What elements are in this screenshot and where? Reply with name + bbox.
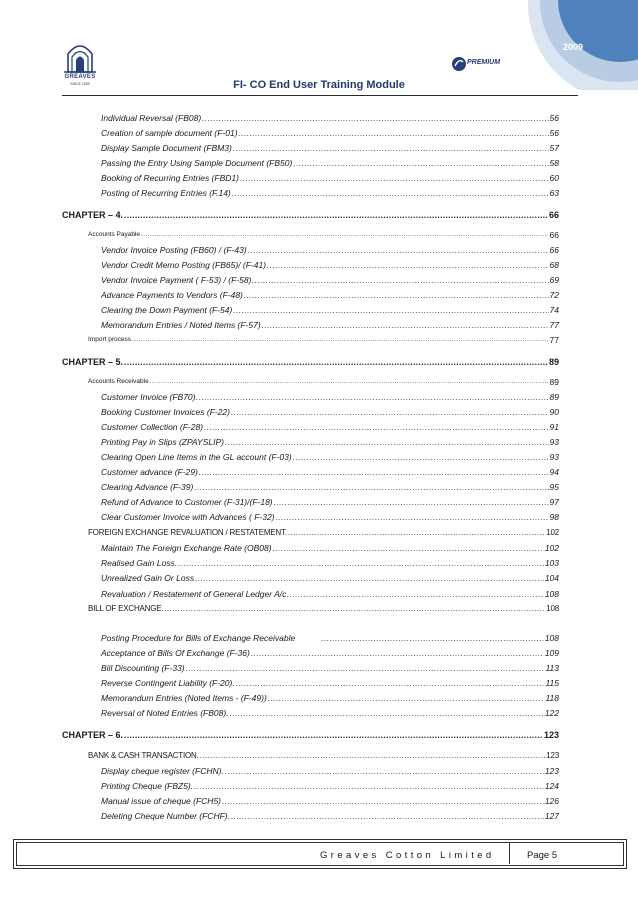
toc-entry[interactable] xyxy=(101,570,559,584)
toc-leader xyxy=(124,729,543,741)
toc-leader xyxy=(200,750,546,762)
toc-leader xyxy=(195,572,544,584)
toc-entry-title: Reverse Contingent Liability (F-20). xyxy=(101,678,235,688)
header-year: 2009 xyxy=(563,42,584,52)
toc-page-number: 118 xyxy=(545,693,559,703)
toc-page-number: 77 xyxy=(549,320,559,330)
toc-leader xyxy=(251,647,544,659)
toc-section-title: BILL OF EXCHANGE. xyxy=(88,604,164,613)
toc-leader xyxy=(199,466,549,478)
toc-section-title: Accounts Payable xyxy=(88,231,141,238)
toc-page-number: 91 xyxy=(549,422,559,432)
toc-leader xyxy=(232,187,549,199)
toc-leader xyxy=(132,334,549,346)
toc-entry-title: Booking of Recurring Entries (FBD1) xyxy=(101,173,239,183)
toc-entry[interactable] xyxy=(101,540,559,554)
toc-section[interactable] xyxy=(88,374,559,388)
toc-entry-title: Revaluation / Restatement of General Ledger A/c. xyxy=(101,589,289,599)
toc-entry[interactable] xyxy=(101,257,559,271)
toc-section-title: FOREIGN EXCHANGE REVALUATION / RESTATEMENT. xyxy=(88,528,287,537)
toc-chapter[interactable] xyxy=(62,354,559,368)
toc-page-number: 94 xyxy=(549,467,559,477)
toc-entry[interactable] xyxy=(101,125,559,139)
toc-entry[interactable] xyxy=(101,242,559,256)
toc-chapter[interactable] xyxy=(62,727,559,741)
toc-entry-title: Bill Discounting (F-33) xyxy=(101,663,185,673)
toc-page-number: 109 xyxy=(544,648,559,658)
toc-leader xyxy=(230,707,544,719)
toc-page-number: 113 xyxy=(545,663,559,673)
toc-leader xyxy=(202,112,548,124)
toc-page-number: 123 xyxy=(543,730,559,740)
toc-page-number: 60 xyxy=(549,173,559,183)
toc-page-number: 123 xyxy=(546,751,559,760)
toc-page-number: 95 xyxy=(549,482,559,492)
toc-entry-title: Vendor Invoice Payment ( F-53) / (F-58). xyxy=(101,275,254,285)
footer-page-number: Page 5 xyxy=(527,850,558,861)
toc-entry[interactable] xyxy=(101,155,559,169)
toc-leader xyxy=(204,421,549,433)
toc-page-number: 108 xyxy=(546,604,559,613)
greaves-logo-since: SINCE 1859 xyxy=(70,82,90,86)
toc-entry[interactable] xyxy=(101,586,559,600)
toc-chapter-title: CHAPTER – 6. xyxy=(62,730,124,740)
toc-entry-title: Manual issue of cheque (FCH5) xyxy=(101,796,222,806)
toc-entry[interactable] xyxy=(101,763,559,777)
toc-page-number: 124 xyxy=(544,781,559,791)
toc-entry-title: Printing Cheque (FBZ5). xyxy=(101,781,194,791)
toc-page-number: 122 xyxy=(544,708,559,718)
toc-page-number: 63 xyxy=(549,188,559,198)
toc-page-number: 57 xyxy=(549,143,559,153)
toc-entry[interactable] xyxy=(101,302,559,316)
toc-entry[interactable] xyxy=(101,449,559,463)
toc-leader xyxy=(244,289,549,301)
toc-page-number: 66 xyxy=(549,230,559,240)
toc-leader xyxy=(273,542,544,554)
toc-entry-title: Individual Reversal (FB08) xyxy=(101,113,202,123)
toc-entry[interactable] xyxy=(101,140,559,154)
toc-page-number: 97 xyxy=(549,497,559,507)
toc-page-number: 93 xyxy=(549,437,559,447)
toc-leader xyxy=(239,127,549,139)
toc-leader xyxy=(141,229,548,241)
toc-section[interactable] xyxy=(88,332,559,346)
toc-entry[interactable] xyxy=(101,464,559,478)
toc-leader xyxy=(225,765,544,777)
toc-page-number: 68 xyxy=(549,260,559,270)
toc-leader xyxy=(236,677,545,689)
toc-entry-title: Customer advance (F-29) xyxy=(101,467,198,477)
toc-page-number: 108 xyxy=(544,589,559,599)
toc-leader xyxy=(274,496,549,508)
toc-leader xyxy=(262,319,549,331)
toc-entry[interactable] xyxy=(101,185,559,199)
greaves-logo-text: GREAVES xyxy=(64,74,96,80)
footer-company-name: Greaves Cotton Limited xyxy=(320,850,495,861)
toc-leader xyxy=(150,376,549,388)
toc-section[interactable] xyxy=(88,525,559,539)
toc-entry[interactable] xyxy=(101,705,559,719)
toc-entry-title: Booking Customer Invoices (F-22) xyxy=(101,407,230,417)
toc-page-number: 123 xyxy=(544,766,559,776)
toc-entry-title: Refund of Advance to Customer (F-31)/(F-18) xyxy=(101,497,273,507)
toc-entry-title: Deleting Cheque Number (FCHF). xyxy=(101,811,230,821)
toc-chapter-title: CHAPTER – 4. xyxy=(62,210,124,220)
toc-entry-title: Memorandum Entries (Noted Items - (F-49)) xyxy=(101,693,267,703)
toc-entry-title: Clearing Advance (F-39) xyxy=(101,482,194,492)
toc-page-number: 115 xyxy=(545,678,559,688)
toc-leader xyxy=(293,157,548,169)
toc-entry[interactable] xyxy=(101,808,559,822)
toc-entry[interactable] xyxy=(101,170,559,184)
premium-emblem-icon xyxy=(451,54,467,74)
toc-entry[interactable] xyxy=(101,317,559,331)
toc-entry-title: Vendor Invoice Posting (FB60) / (F-43) xyxy=(101,245,247,255)
toc-entry-title: Posting of Recurring Entries (F.14) xyxy=(101,188,231,198)
toc-leader xyxy=(124,356,548,368)
toc-leader xyxy=(194,780,544,792)
toc-entry[interactable] xyxy=(101,645,559,659)
toc-leader xyxy=(194,481,548,493)
toc-page-number: 69 xyxy=(549,275,559,285)
toc-entry-title: Realised Gain Loss. xyxy=(101,558,178,568)
toc-entry-title: Printing Pay in Slips (ZPAYSLIP) xyxy=(101,437,224,447)
toc-entry[interactable] xyxy=(101,404,559,418)
toc-page-number: 102 xyxy=(544,543,559,553)
toc-entry[interactable] xyxy=(101,479,559,493)
toc-entry[interactable] xyxy=(101,389,559,403)
toc-page-number: 126 xyxy=(544,796,559,806)
toc-leader xyxy=(225,436,549,448)
toc-entry-title: Creation of sample document (F-01) xyxy=(101,128,238,138)
premium-logo-text: PREMIUM xyxy=(467,59,501,66)
toc-entry-title: Customer Invoice (FB70). xyxy=(101,392,198,402)
toc-page-number: 89 xyxy=(548,357,559,367)
toc-page-number: 93 xyxy=(549,452,559,462)
toc-section[interactable] xyxy=(88,748,559,762)
toc-page-number: 102 xyxy=(546,528,559,537)
toc-section[interactable] xyxy=(88,227,559,241)
toc-entry[interactable] xyxy=(101,434,559,448)
toc-leader xyxy=(186,662,545,674)
toc-entry[interactable] xyxy=(101,675,559,689)
toc-section-title: Accounts Receivable xyxy=(88,378,149,385)
toc-page-number: 77 xyxy=(549,335,559,345)
toc-entry-title: Acceptance of Bills Of Exchange (F-36) xyxy=(101,648,250,658)
toc-section-title: BANK & CASH TRANSACTION. xyxy=(88,751,199,760)
toc-leader xyxy=(288,527,545,539)
toc-entry-title: Customer Collection (F-28) xyxy=(101,422,204,432)
toc-entry[interactable] xyxy=(101,287,559,301)
toc-leader xyxy=(255,274,549,286)
toc-page-number: 103 xyxy=(544,558,559,568)
toc-page-number: 89 xyxy=(549,377,559,387)
toc-page-number: 127 xyxy=(544,811,559,821)
toc-leader xyxy=(199,391,549,403)
toc-leader xyxy=(248,244,549,256)
toc-page-number: 56 xyxy=(549,128,559,138)
toc-leader xyxy=(233,142,549,154)
toc-entry-title: Unrealized Gain Or Loss xyxy=(101,573,195,583)
toc-entry-title: Clear Customer Invoice with Advances ( F-32) xyxy=(101,512,275,522)
toc-entry-title: Passing the Entry Using Sample Document (FB50) xyxy=(101,158,293,168)
toc-page-number: 90 xyxy=(549,407,559,417)
toc-leader xyxy=(124,209,548,221)
page-footer xyxy=(13,839,627,869)
toc-entry[interactable] xyxy=(101,660,559,674)
toc-entry-title: Clearing Open Line Items in the GL account (F-03) xyxy=(101,452,292,462)
footer-divider xyxy=(509,842,510,864)
toc-entry[interactable] xyxy=(101,509,559,523)
toc-entry[interactable] xyxy=(101,110,559,124)
toc-leader xyxy=(293,451,549,463)
toc-page-number: 72 xyxy=(549,290,559,300)
toc-entry[interactable] xyxy=(101,555,559,569)
toc-entry-title: Posting Procedure for Bills of Exchange Receivable xyxy=(101,633,296,643)
header-divider xyxy=(62,95,578,96)
toc-leader xyxy=(231,810,544,822)
toc-entry[interactable] xyxy=(101,778,559,792)
toc-chapter-title: CHAPTER – 5. xyxy=(62,357,124,367)
toc-entry-title: Maintain The Foreign Exchange Rate (OB08) xyxy=(101,543,272,553)
greaves-emblem-icon xyxy=(60,42,100,74)
toc-leader xyxy=(290,588,544,600)
toc-entry[interactable] xyxy=(101,690,559,704)
toc-leader xyxy=(276,511,549,523)
toc-page-number: 89 xyxy=(549,392,559,402)
toc-page-number: 66 xyxy=(548,210,559,220)
toc-entry[interactable] xyxy=(101,494,559,508)
toc-entry-title: Clearing the Down Payment (F-54) xyxy=(101,305,233,315)
toc-page-number: 56 xyxy=(549,113,559,123)
toc-chapter[interactable] xyxy=(62,207,559,221)
toc-leader xyxy=(267,259,549,271)
toc-page-number: 104 xyxy=(544,573,559,583)
toc-leader xyxy=(321,632,544,644)
toc-entry-title: Advance Payments to Vendors (F-48) xyxy=(101,290,243,300)
toc-entry[interactable] xyxy=(101,630,559,644)
toc-leader xyxy=(268,692,545,704)
toc-entry[interactable] xyxy=(101,419,559,433)
toc-entry-title: Display cheque register (FCHN). xyxy=(101,766,224,776)
toc-entry[interactable] xyxy=(101,793,559,807)
toc-leader xyxy=(240,172,549,184)
toc-entry-title: Vendor Credit Memo Posting (FB65)/ (F-41) xyxy=(101,260,267,270)
toc-page-number: 58 xyxy=(549,158,559,168)
document-title: FI- CO End User Training Module xyxy=(233,79,405,91)
toc-section[interactable] xyxy=(88,601,559,615)
toc-page-number: 66 xyxy=(549,245,559,255)
toc-entry[interactable] xyxy=(101,272,559,286)
toc-leader xyxy=(222,795,544,807)
toc-page-number: 108 xyxy=(544,633,559,643)
toc-entry-title: Memorandum Entries / Noted Items (F-57) xyxy=(101,320,261,330)
toc-leader xyxy=(233,304,548,316)
premium-logo xyxy=(451,52,501,76)
toc-leader xyxy=(164,603,545,615)
toc-leader xyxy=(178,557,544,569)
toc-entry-title: Reversal of Noted Entries (FB08). xyxy=(101,708,229,718)
toc-section-title: Import process xyxy=(88,336,131,343)
toc-leader xyxy=(231,406,549,418)
toc-entry-title: Display Sample Document (FBM3) xyxy=(101,143,232,153)
toc-page-number: 98 xyxy=(549,512,559,522)
toc-page-number: 74 xyxy=(549,305,559,315)
